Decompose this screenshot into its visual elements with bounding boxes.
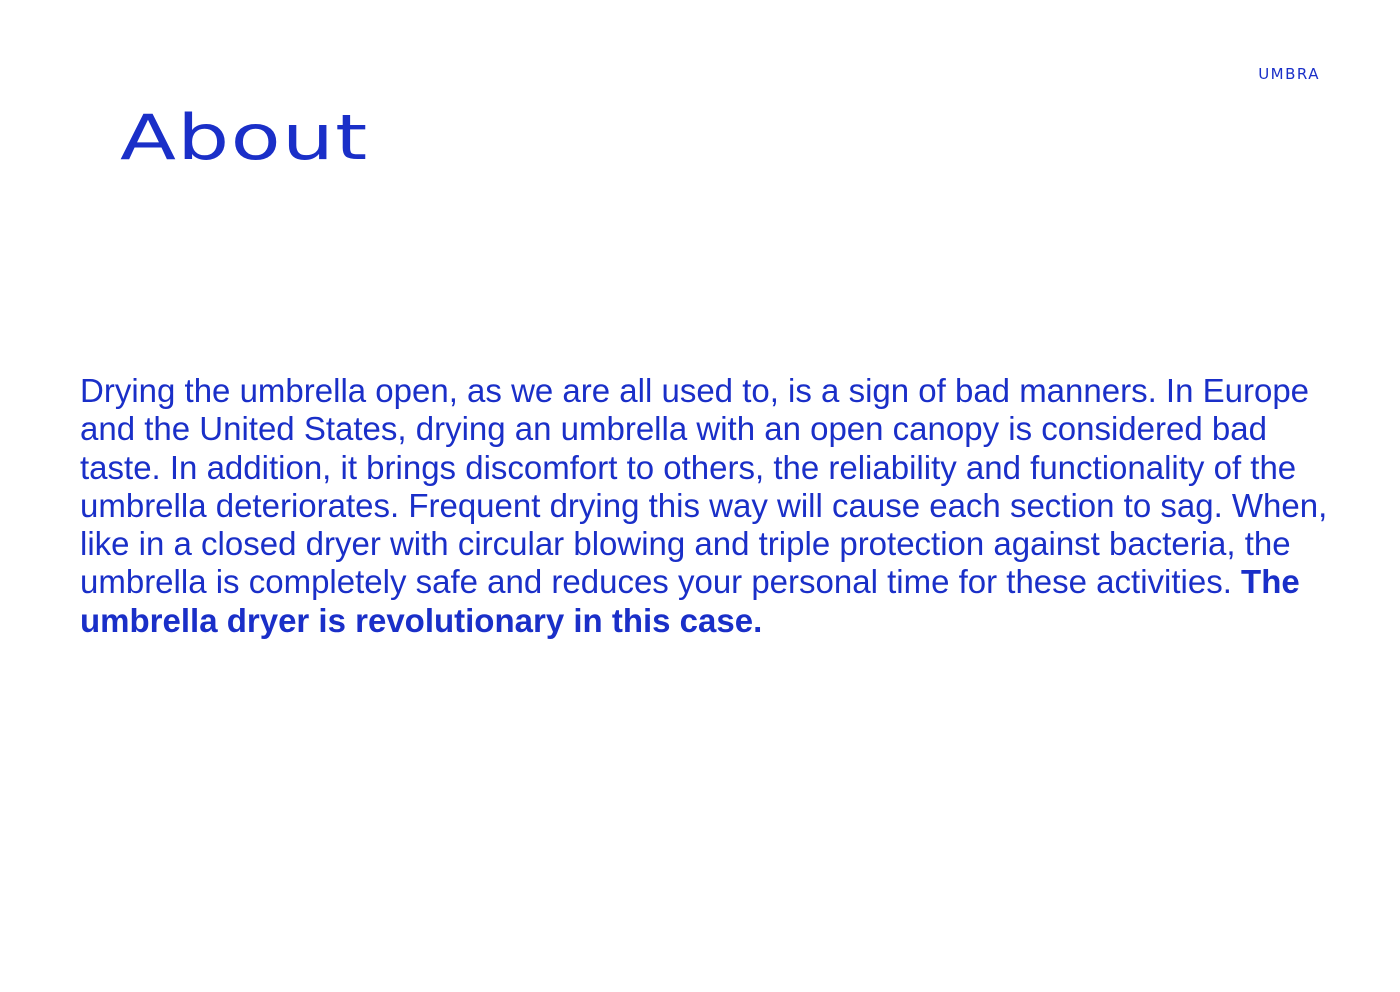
about-paragraph-emphasis: The umbrella dryer is revolutionary in this case. — [80, 563, 1300, 639]
brand-logo-text: UMBRA — [1258, 65, 1320, 83]
about-paragraph-text: Drying the umbrella open, as we are all used to, is a sign of bad manners. In Europe and the United States, drying an umbrella with an open canopy is considered bad taste. In addition, it brings discomfort to others, the reliability and functionality of the umbrella deteriorates. Frequent drying this way will cause each section to sag. When, like in a closed dryer with circular blowing and triple protection against bacteria, the umbrella is completely safe and reduces your personal time for these activities. — [80, 372, 1328, 601]
page-title: About — [120, 101, 369, 174]
about-paragraph — [80, 372, 1330, 640]
